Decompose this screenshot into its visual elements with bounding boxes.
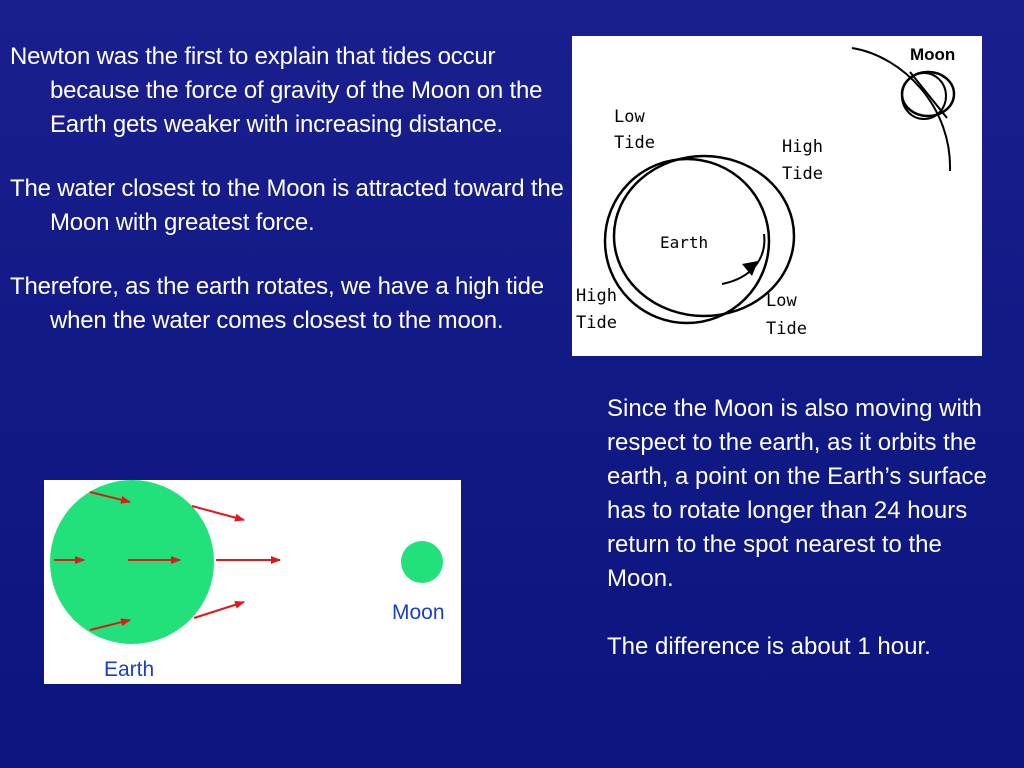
low-tide-bottom-label-2: Tide (766, 319, 807, 339)
tide-diagram (572, 36, 982, 356)
moon-line (910, 72, 947, 118)
high-tide-right-label-1: High (782, 137, 823, 157)
high-tide-right-label-2: Tide (782, 164, 823, 184)
low-tide-top-label-1: Low (614, 107, 645, 127)
side-text-difference: The difference is about 1 hour. (607, 633, 931, 660)
side-text-main: Since the Moon is also moving with respect to the earth, as it orbits the earth, a point on the Earth’s surface has to rotate longer than 24 hours return to the spot nearest to the Moon. (607, 395, 987, 592)
gravity-force-svg (44, 480, 461, 684)
side-text-block (607, 392, 1007, 664)
rotation-arrowhead (742, 261, 758, 276)
earth-force-label: Earth (104, 658, 155, 681)
high-tide-left-label-2: Tide (576, 313, 617, 333)
low-tide-bottom-label-1: Low (766, 291, 797, 311)
rotation-arc (722, 234, 764, 284)
earth-label: Earth (660, 233, 709, 252)
moon-force-label: Moon (392, 601, 445, 624)
tide-diagram-svg (572, 36, 982, 356)
moon-body (401, 541, 443, 583)
moon-orbit-arc (852, 48, 950, 171)
paragraph-water-closest: The water closest to the Moon is attracted toward the Moon with greatest force. (10, 175, 564, 236)
bullet-text-column (10, 40, 580, 368)
moon-label: Moon (910, 45, 956, 64)
paragraph-newton: Newton was the first to explain that tides occur because the force of gravity of the Moon on the Earth gets weaker with increasing distance. (10, 43, 543, 138)
low-tide-top-label-2: Tide (614, 133, 655, 153)
paragraph-therefore: Therefore, as the earth rotates, we have a high tide when the water comes closest to the moon. (10, 273, 544, 334)
gravity-force-diagram (44, 480, 461, 684)
moon-circle-inner (902, 73, 946, 119)
high-tide-left-label-1: High (576, 286, 617, 306)
earth-body (50, 480, 214, 644)
